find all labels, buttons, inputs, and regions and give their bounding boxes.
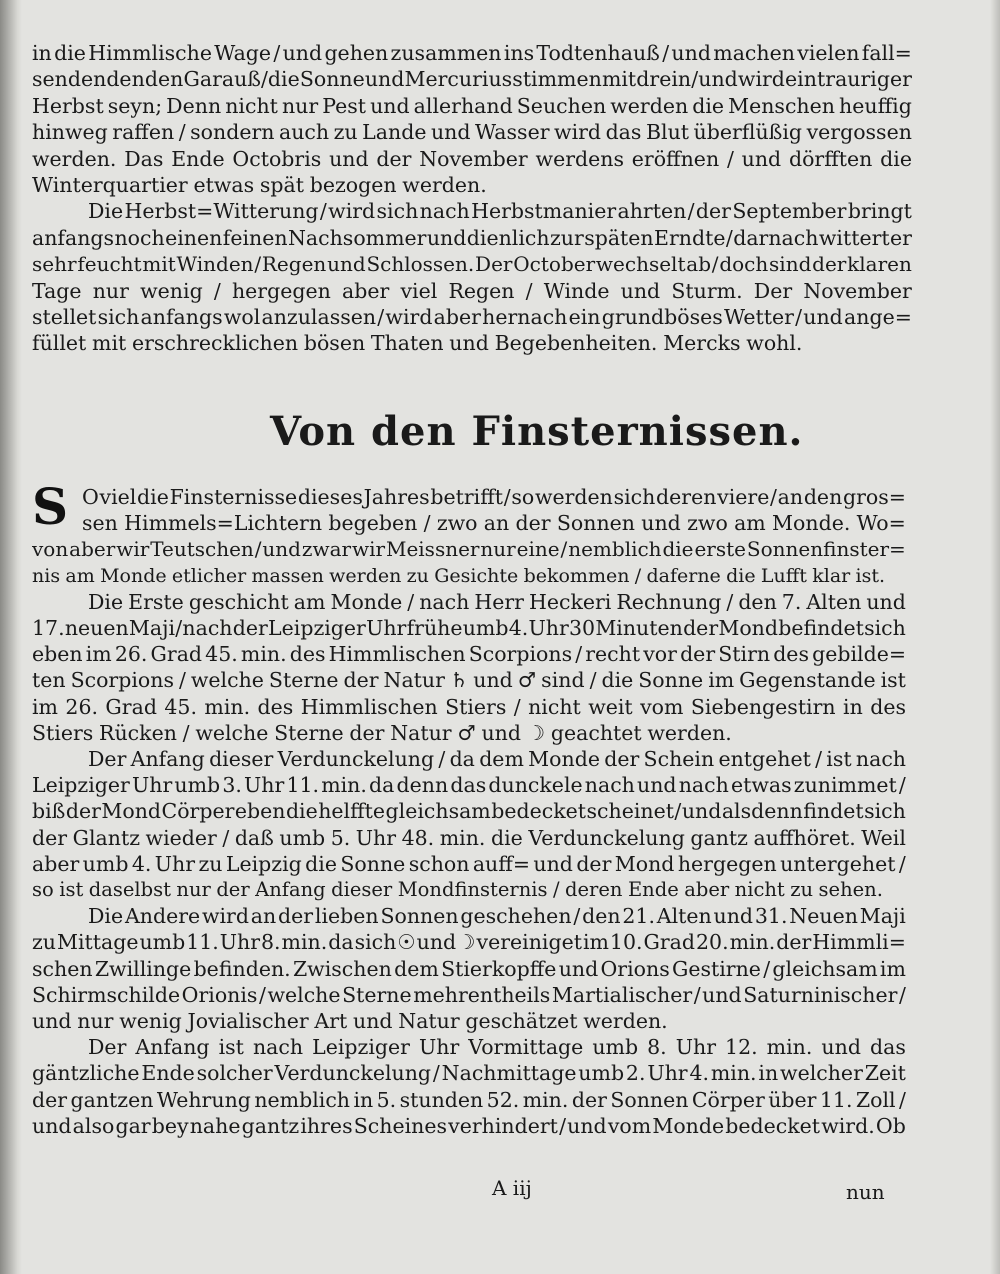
text-line: Die Andere wird an der lieben Sonnen geschehen / den 21. Alten und 31. Neuen Maji — [88, 904, 906, 929]
text-line: in die Himmlische Wage / und gehen zusammen ins Todtenhauß / und machen vielen fall= — [32, 41, 912, 65]
text-line: Tage nur wenig / hergegen aber viel Regen / Winde und Sturm. Der November — [32, 278, 912, 303]
text-line: Die Erste geschicht am Monde / nach Herr Heckeri Rechnung / den 7. Alten und — [88, 589, 906, 614]
text-line: füllet mit erschrecklichen bösen Thaten und Begebenheiten. Mercks wohl. — [32, 331, 803, 356]
text-line: Die Herbst=Witterung / wird sich nach Herbstmanier ahrten / der September bringt — [88, 199, 912, 224]
text-line: Leipziger Uhr umb 3. Uhr 11. min. da denn das dunckele nach und nach etwas zunimmet / — [32, 773, 906, 798]
catchword: nun — [846, 1180, 885, 1204]
text-line: sen Himmels=Lichtern begeben / zwo an der Sonnen und zwo am Monde. Wo= — [82, 511, 906, 536]
text-line: Stiers Rücken / welche Sterne der Natur ♂ und ☽ geachtet werden. — [32, 720, 732, 745]
text-line: werden. Das Ende Octobris und der November werdens eröffnen / und dörfften die — [32, 146, 912, 171]
text-line: biß der Mond Cörper eben die helffte gleichsam bedecket scheinet / und alsdenn findet sich — [32, 799, 906, 824]
text-line: und nur wenig Jovialischer Art und Natur geschätzet werden. — [32, 1009, 668, 1034]
text-line: hinweg raffen / sondern auch zu Lande und Wasser wird das Blut überflüßig vergossen — [32, 120, 912, 145]
text-line: der Glantz wieder / daß umb 5. Uhr 48. min. die Verdunckelung gantz auffhöret. Weil — [32, 825, 906, 850]
text-line: stellet sich anfangs wol anzulassen / wird aber hernach ein grundböses Wetter / und ange= — [32, 305, 912, 330]
text-line: Der Anfang ist nach Leipziger Uhr Vormittage umb 8. Uhr 12. min. und das — [88, 1035, 906, 1060]
text-line: 17. neuen Maji / nach der Leipziger Uhr frühe umb 4. Uhr 30 Minuten der Mond befindet sich — [32, 616, 906, 641]
drop-cap: S — [32, 477, 69, 536]
text-line: ten Scorpions / welche Sterne der Natur ♄ und ♂ sind / die Sonne im Gegenstande ist — [32, 668, 906, 693]
text-line: nis am Monde etlicher massen werden zu Gesichte bekommen / daferne die Lufft klar ist. — [32, 564, 886, 587]
text-line: so ist daselbst nur der Anfang dieser Mondfinsternis / deren Ende aber nicht zu sehen. — [32, 878, 883, 902]
text-line: Winterquartier etwas spät bezogen werden. — [32, 173, 487, 198]
section-heading: Von den Finsternissen. — [270, 408, 804, 455]
text-line: und also gar bey nahe gantz ihres Scheines verhindert / und vom Monde bedecket wird. Ob — [32, 1113, 906, 1138]
text-line: aber umb 4. Uhr zu Leipzig die Sonne schon auff= und der Mond hergegen untergehet / — [32, 851, 906, 876]
text-line: eben im 26. Grad 45. min. des Himmlischen Scorpions / recht vor der Stirn des gebilde= — [32, 642, 906, 667]
top-paragraphs — [32, 40, 912, 357]
text-line: anfangs noch einen feinen Nachsommer und dienlich zur späten Erndte / darnach wittert er — [32, 225, 912, 250]
text-line: von aber wir Teutschen / und zwar wir Meissner nur eine / nemblich die erste Sonnenfinster= — [32, 537, 906, 562]
text-line: sehr feucht mit Winden / Regen und Schlossen. Der October wechselt ab / doch sind der klaren — [32, 252, 912, 277]
text-line: Der Anfang dieser Verdunckelung / da dem Monde der Schein entgehet / ist nach — [88, 747, 906, 772]
signature-mark: A iij — [492, 1176, 532, 1200]
text-line: O viel die Finsternisse dieses Jahres betrifft / so werden sich deren viere / an den gros= — [82, 485, 906, 509]
text-line: schen Zwillinge befinden. Zwischen dem Stierkopffe und Orions Gestirne / gleichsam im — [32, 956, 906, 981]
text-line: im 26. Grad 45. min. des Himmlischen Stiers / nicht weit vom Siebengestirn in des — [32, 694, 906, 719]
eclipse-paragraphs — [32, 477, 906, 1139]
text-line: gäntzliche Ende solcher Verdunckelung / Nachmittage umb 2. Uhr 4. min. in welcher Zeit — [32, 1061, 906, 1086]
text-line: sendenden den Garauß/die Sonne und Mercurius stimmen mit drein / und wird ein trauriger — [32, 67, 912, 92]
text-line: Schirmschilde Orionis / welche Sterne mehrentheils Martialischer / und Saturninischer / — [32, 982, 906, 1007]
text-line: zu Mittage umb 11. Uhr 8. min. da sich ☉ und ☽ vereiniget im 10. Grad 20. min. der Himmli= — [32, 930, 906, 955]
text-line: der gantzen Wehrung nemblich in 5. stunden 52. min. der Sonnen Cörper über 11. Zoll / — [32, 1087, 906, 1112]
page-footer — [0, 1176, 1000, 1206]
text-line: Herbst seyn; Denn nicht nur Pest und allerhand Seuchen werden die Menschen heuffig — [32, 93, 912, 118]
